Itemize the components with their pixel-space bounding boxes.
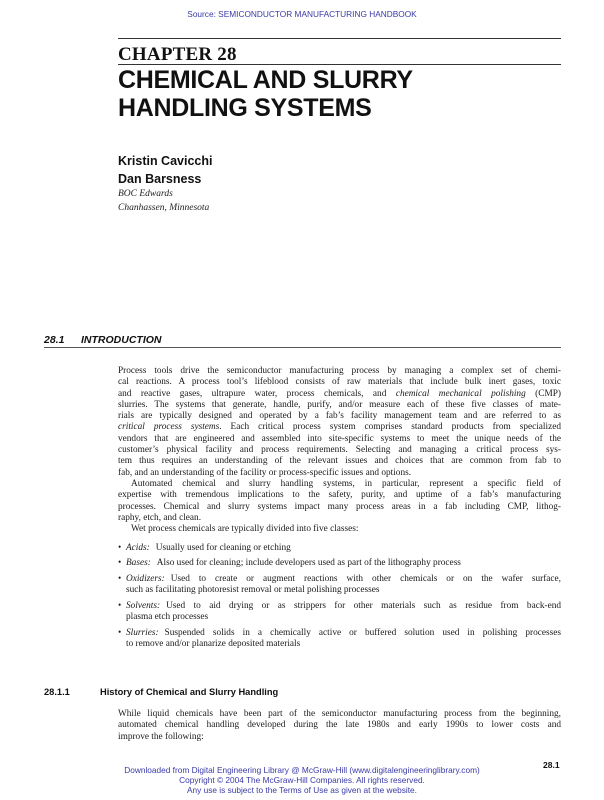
text-line: slurries. The systems that generate, handle, purify, and/or measure each of these five classes of mate- xyxy=(118,399,561,410)
list-item-text-cont: plasma etch processes xyxy=(126,612,209,623)
text-line: fab, and an understanding of the facility or process-specific issues and options. xyxy=(118,467,412,478)
section-title: INTRODUCTION xyxy=(81,334,162,346)
affiliation-location: Chanhassen, Minnesota xyxy=(118,203,210,213)
text-line: cal reactions. A process tool’s lifeblood consists of raw materials that include bulk inert gases, toxic xyxy=(118,377,561,388)
subsection-number: 28.1.1 xyxy=(44,687,70,697)
text-line: vendors that are engineered and assembled into site-specific systems to meet the unique needs of the xyxy=(118,433,561,444)
text-line: Process tools drive the semiconductor manufacturing process by managing a complex set of chemi- xyxy=(118,366,561,376)
chapter-title-line-1: CHEMICAL AND SLURRY xyxy=(118,66,413,94)
author-name-1: Kristin Cavicchi xyxy=(118,154,213,168)
chapter-rule xyxy=(118,64,561,65)
list-item-text: Usually used for cleaning or etching xyxy=(155,543,291,553)
list-item: • Acids: Usually used for cleaning or etching xyxy=(118,543,291,553)
list-item-term: Acids: xyxy=(126,543,150,553)
chemical-class-list xyxy=(118,543,561,654)
list-item-text: Used to create or augment reactions with other chemicals or on the wafer surface, xyxy=(170,573,561,584)
list-item-term: Slurries: xyxy=(126,627,159,638)
list-item-text: Used to aid drying or as strippers for other materials such as residue from back-end xyxy=(166,600,561,611)
chapter-title-line-2: HANDLING SYSTEMS xyxy=(118,94,372,122)
list-item-text-cont: such as facilitating photoresist removal or metal polishing processes xyxy=(126,585,380,596)
text-line: expertise with tremendous implications to the safety, purity, and uptime of a fab’s manufacturing xyxy=(118,490,561,501)
list-item-term: Bases: xyxy=(126,558,151,569)
footer-download-link[interactable]: Downloaded from Digital Engineering Library @ McGraw-Hill (www.digitalengineeringlibrary.com) xyxy=(124,765,480,775)
history-paragraph xyxy=(118,709,561,743)
emphasis-critical-process-systems: critical process systems xyxy=(118,422,220,433)
list-item-term: Oxidizers: xyxy=(126,573,165,584)
footer-copyright: Copyright © 2004 The McGraw-Hill Companies. All rights reserved. xyxy=(179,775,425,785)
download-footer xyxy=(0,765,604,795)
text-line: customer’s physical facility and process requirements. Selecting and managing a critical process sys- xyxy=(118,445,561,456)
list-item-text: Also used for cleaning; include developers used as part of the lithography process xyxy=(156,558,461,569)
text-line: and reactive gases, ultrapure water, process chemicals, and chemical mechanical polishing (CMP) xyxy=(118,388,561,399)
text-line: critical process systems. Each critical process system comprises standard products from specialized xyxy=(118,422,561,433)
list-item-term: Solvents: xyxy=(126,600,161,611)
text-line: automated chemical handling developed during the late 1980s and early 1990s to lower costs and xyxy=(118,720,561,731)
subsection-heading xyxy=(44,687,278,697)
text-line: Automated chemical and slurry handling systems, in particular, represent a specific field of xyxy=(131,479,561,489)
text-line: processes. Chemical and slurry systems impact many process areas in a fab including CMP, lithog- xyxy=(118,501,561,512)
page-number: 28.1 xyxy=(543,760,560,770)
author-name-2: Dan Barsness xyxy=(118,172,202,186)
text-line: raphy, etch, and clean. xyxy=(118,512,202,523)
list-item: • Bases: Also used for cleaning; include developers used as part of the lithography process xyxy=(118,558,461,569)
chapter-title xyxy=(118,66,558,122)
list-item-text: Suspended solids in a chemically active or buffered solution used in polishing processes xyxy=(164,627,561,638)
list-item: • Slurries: Suspended solids in a chemically active or buffered solution used in polishing processes to remove and/or planarize deposited materials xyxy=(118,627,561,649)
list-item: • Oxidizers: Used to create or augment reactions with other chemicals or on the wafer surface, such as facilitating photoresist removal or metal polishing processes xyxy=(118,573,561,596)
intro-paragraph-1 xyxy=(118,366,561,479)
text-line: rials are typically designed and operated by a fab’s facility management team and are referred to as xyxy=(118,411,561,422)
intro-paragraph-3 xyxy=(118,524,561,535)
text-line: improve the following: xyxy=(118,731,204,742)
footer-terms-link[interactable]: Any use is subject to the Terms of Use as given at the website. xyxy=(187,785,417,795)
affiliation-company: BOC Edwards xyxy=(118,189,173,199)
list-item: • Solvents: Used to aid drying or as strippers for other materials such as residue from back-end plasma etch processes xyxy=(118,600,561,623)
emphasis-cmp: chemical mechanical polishing xyxy=(395,388,526,399)
top-rule xyxy=(118,38,561,39)
source-header: Source: SEMICONDUCTOR MANUFACTURING HANDBOOK xyxy=(187,9,417,19)
chapter-label: CHAPTER 28 xyxy=(118,44,237,65)
text-line: Wet process chemicals are typically divided into five classes: xyxy=(131,524,359,534)
subsection-title: History of Chemical and Slurry Handling xyxy=(100,687,279,697)
text-line: tem thus requires an understanding of the relevant issues and choices that are common from fab to xyxy=(118,456,561,467)
section-number: 28.1 xyxy=(44,334,65,346)
list-item-text-cont: to remove and/or planarize deposited materials xyxy=(126,638,301,649)
text-line: While liquid chemicals have been part of the semiconductor manufacturing process from the beginning, xyxy=(118,709,561,719)
intro-paragraph-2 xyxy=(118,479,561,524)
section-heading xyxy=(44,334,162,346)
section-rule xyxy=(44,347,561,348)
